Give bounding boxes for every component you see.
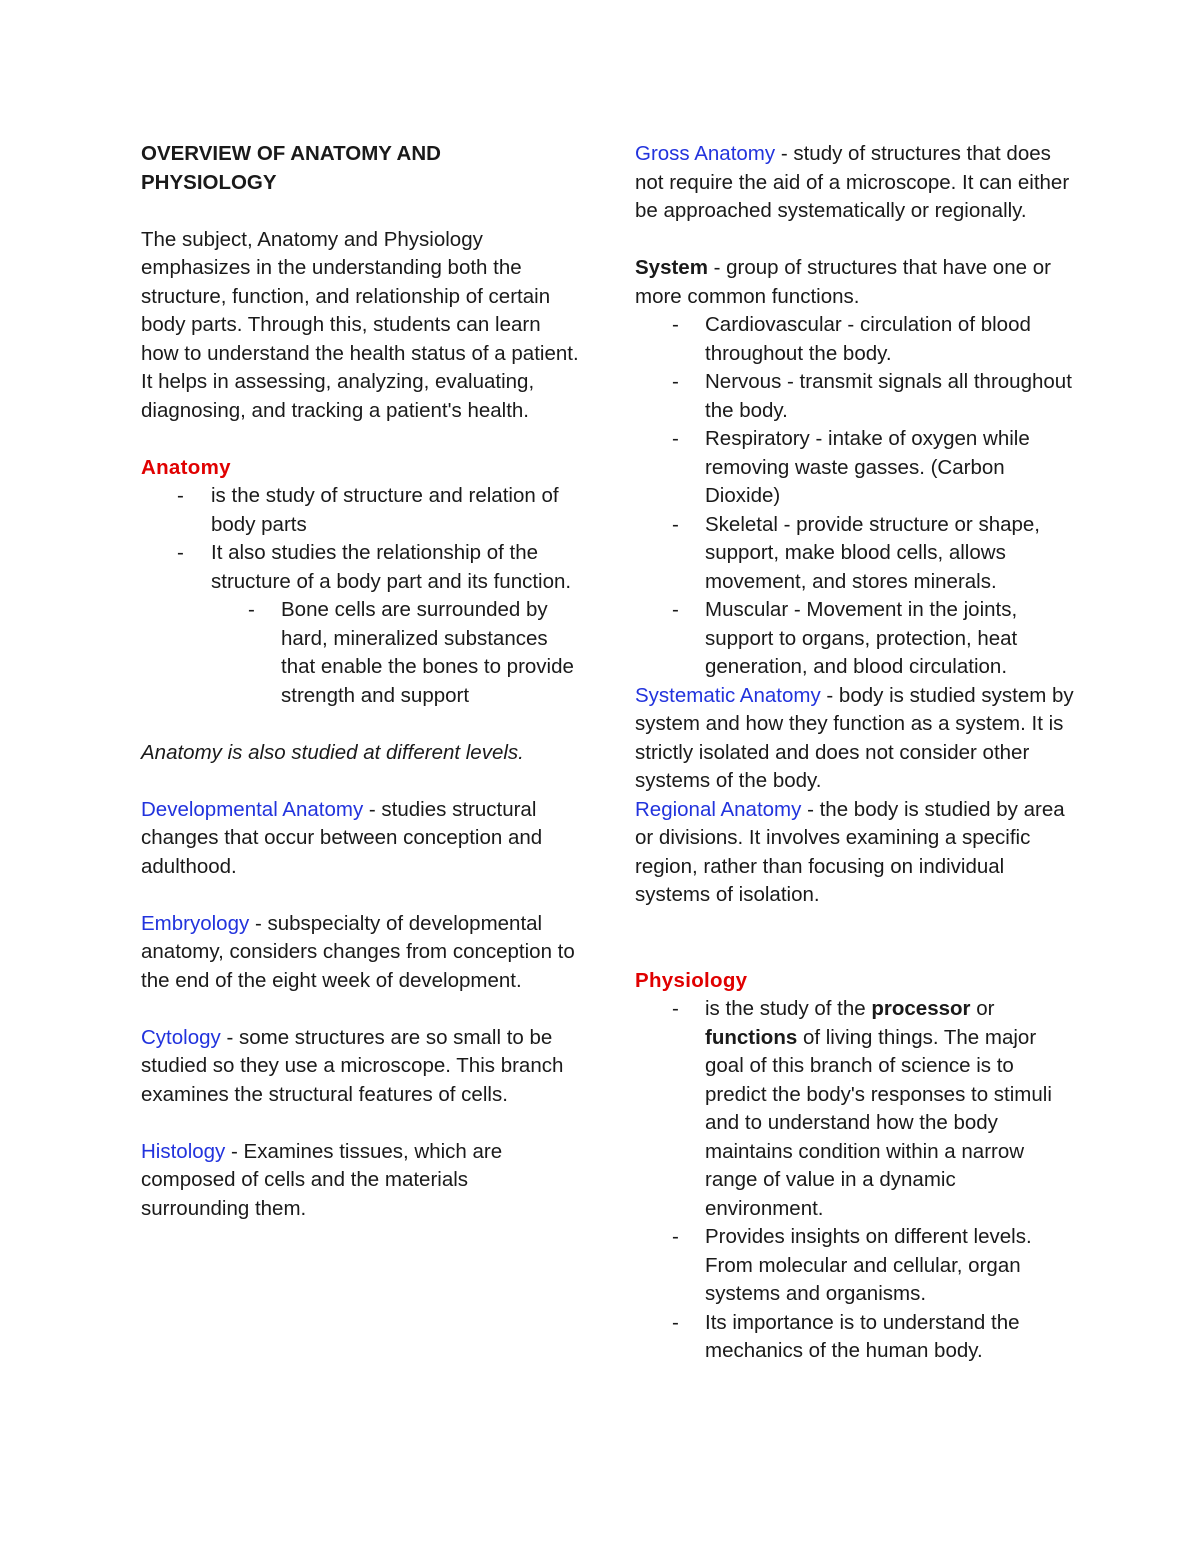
term-label: Regional Anatomy <box>635 797 802 821</box>
list-item: - Skeletal - provide structure or shape, support, make blood cells, allows movement, and stores minerals. <box>635 511 1075 597</box>
left-column <box>141 140 581 1223</box>
term-systematic-anatomy <box>635 682 1075 796</box>
term-label: Embryology <box>141 911 250 935</box>
physiology-heading: Physiology <box>635 968 748 992</box>
term-cytology <box>141 1024 581 1110</box>
term-histology <box>141 1138 581 1224</box>
term-gross-anatomy <box>635 140 1075 226</box>
levels-note: Anatomy is also studied at different levels. <box>141 740 524 764</box>
document-title: OVERVIEW OF ANATOMY AND PHYSIOLOGY <box>141 142 441 194</box>
list-item: - Cardiovascular - circulation of blood throughout the body. <box>635 311 1075 368</box>
physiology-list <box>635 995 1075 1366</box>
anatomy-heading: Anatomy <box>141 455 231 479</box>
bold-term: processor <box>871 997 971 1020</box>
term-definition: - study of structures that does not require the aid of a microscope. It can either be approached systematically or regionally. <box>635 142 1070 222</box>
list-item: - Bone cells are surrounded by hard, mineralized substances that enable the bones to provide strength and support <box>211 596 581 710</box>
list-item: - Nervous - transmit signals all throughout the body. <box>635 368 1075 425</box>
list-item: - Respiratory - intake of oxygen while removing waste gasses. (Carbon Dioxide) <box>635 425 1075 511</box>
term-label: System <box>635 256 708 279</box>
intro-paragraph: The subject, Anatomy and Physiology emphasizes in the understanding both the structure, function, and relationship of certain body parts. Through this, students can learn how to understand the health status of a patient. It helps in assessing, analyzing, evaluating, diagnosing, and tracking a patient's health. <box>141 227 579 422</box>
text-fragment: is the study of the <box>705 997 872 1020</box>
term-label: Systematic Anatomy <box>635 683 821 707</box>
list-item: - Muscular - Movement in the joints, support to organs, protection, heat generation, and blood circulation. <box>635 596 1075 682</box>
list-item <box>141 539 581 710</box>
term-system <box>635 254 1075 311</box>
term-definition: - some structures are so small to be studied so they use a microscope. This branch examines the structural features of cells. <box>141 1025 564 1106</box>
anatomy-sublist <box>211 596 581 710</box>
list-item: - Its importance is to understand the mechanics of the human body. <box>635 1309 1075 1366</box>
list-item: - is the study of structure and relation of body parts <box>141 482 581 539</box>
term-definition: - group of structures that have one or more common functions. <box>635 256 1051 308</box>
term-regional-anatomy <box>635 796 1075 910</box>
term-definition: - Examines tissues, which are composed of cells and the materials surrounding them. <box>141 1139 503 1220</box>
term-developmental <box>141 796 581 882</box>
term-label: Gross Anatomy <box>635 142 776 165</box>
term-embryology <box>141 910 581 996</box>
term-label: Cytology <box>141 1025 221 1049</box>
term-definition: - subspecialty of developmental anatomy, considers changes from conception to the end of the eight week of development. <box>141 911 575 992</box>
term-definition: - studies structural changes that occur between conception and adulthood. <box>141 797 543 878</box>
list-item-text: It also studies the relationship of the structure of a body part and its function. <box>211 541 572 593</box>
text-fragment: or <box>970 997 995 1020</box>
term-label: Developmental Anatomy <box>141 797 364 821</box>
anatomy-list <box>141 482 581 710</box>
term-definition: - body is studied system by system and how they function as a system. It is strictly isolated and does not consider other systems of the body. <box>635 683 1074 792</box>
list-item <box>635 995 1075 1223</box>
list-item: - Provides insights on different levels. From molecular and cellular, organ systems and organisms. <box>635 1223 1075 1309</box>
system-list <box>635 311 1075 682</box>
text-fragment: of living things. The major goal of this branch of science is to predict the body's responses to stimuli and to understand how the body maintains condition within a narrow range of value in a dynamic environment. <box>705 1025 1052 1220</box>
right-column <box>635 140 1075 1366</box>
term-definition: - the body is studied by area or divisions. It involves examining a specific region, rather than focusing on individual systems of isolation. <box>635 797 1065 906</box>
bold-term: functions <box>705 1025 798 1049</box>
term-label: Histology <box>141 1139 226 1163</box>
